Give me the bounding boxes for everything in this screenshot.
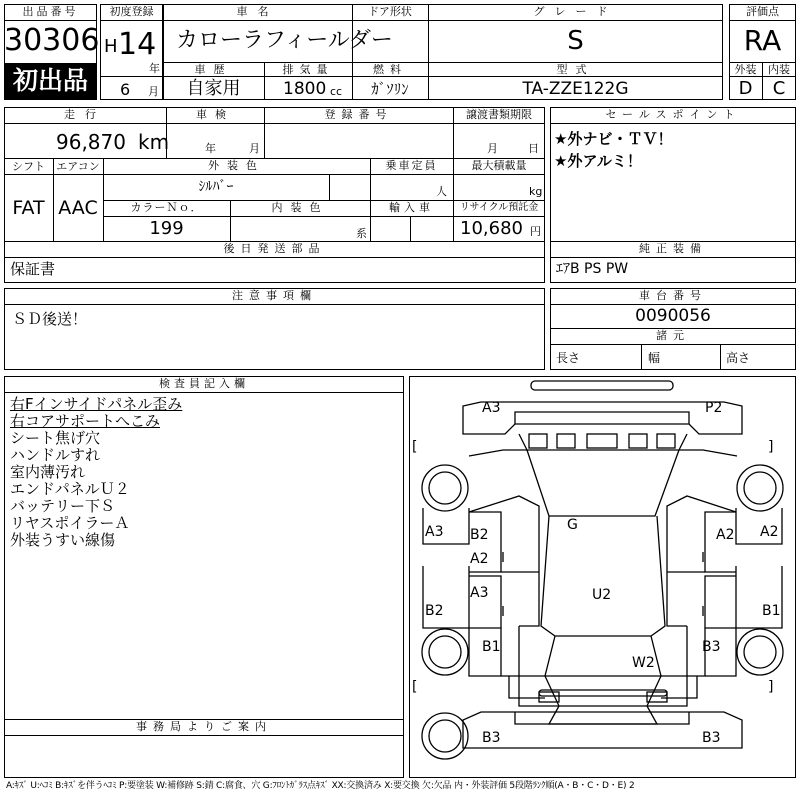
mileage: 96,870	[56, 130, 126, 154]
sales-point-2: ★外アルミ！	[554, 152, 642, 170]
color-number: 199	[149, 218, 184, 239]
mark-center-w2: W2	[632, 655, 655, 671]
mark-center-g: G	[567, 517, 578, 533]
interior-label: 内装	[768, 63, 790, 76]
month-unit: 月	[148, 85, 159, 98]
inspector-item: 外装うすい線傷	[10, 531, 116, 549]
mark-top-left: A3	[482, 400, 501, 416]
fuel: ｶﾞｿﾘﾝ	[371, 80, 409, 98]
mark-left-1: A3	[425, 524, 444, 540]
mark-left-b2: B2	[470, 527, 489, 543]
notes-label: 注意事項欄	[232, 289, 317, 302]
later-parts-label: 後日発送部品	[223, 242, 326, 255]
color-number-label: カラーＮｏ．	[130, 201, 203, 214]
inspector-item: 右Fインサイドパネル歪み	[10, 395, 183, 413]
later-parts: 保証書	[10, 260, 56, 278]
car-diagram	[409, 376, 796, 778]
mileage-unit: km	[138, 130, 170, 154]
era: H	[104, 36, 118, 57]
fuel-label: 燃料	[373, 63, 407, 76]
chassis-number: 0090056	[635, 306, 711, 326]
model-label: 型式	[556, 63, 595, 76]
score: RA	[743, 24, 782, 57]
import-label: 輸入車	[389, 201, 434, 214]
mark-right-b1: B1	[762, 603, 781, 619]
grade: S	[567, 26, 584, 56]
mark-bottom-right: B3	[702, 730, 721, 746]
capacity-label: 乗車定員	[385, 159, 438, 172]
mark-bracket-open-rear: [	[412, 679, 418, 695]
sales-point-1: ★外ナビ・ＴＶ！	[554, 130, 673, 148]
aircon: AAC	[58, 197, 98, 219]
shift-label: シフト	[12, 160, 45, 173]
inspection-year-unit: 年	[205, 142, 216, 155]
mark-bracket-close-front: ]	[768, 439, 774, 455]
mark-top-right: P2	[705, 400, 723, 416]
inspector-list	[10, 396, 182, 549]
mark-left-b1: B1	[482, 639, 501, 655]
mark-left-2: B2	[425, 603, 444, 619]
mark-right-a2-door: A2	[716, 527, 735, 543]
shift: FAT	[12, 197, 45, 219]
inspector-label: 検査員記入欄	[159, 377, 249, 390]
interior-color-unit: 系	[356, 227, 367, 240]
score-label: 評価点	[746, 5, 779, 18]
inspector-item: シート焦げ穴	[10, 429, 101, 447]
width-label: 幅	[648, 351, 661, 365]
inspector-item: ハンドルすれ	[10, 446, 101, 464]
door-type-label: ドア形状	[368, 5, 412, 18]
displacement: 1800	[283, 79, 327, 99]
equipment-label: 純正装備	[639, 242, 707, 255]
chassis-number-label: 車台番号	[639, 289, 707, 302]
inspector-item: 室内薄汚れ	[10, 463, 86, 481]
grade-label: グレード	[533, 5, 618, 18]
equipment: ｴｱB PS PW	[556, 261, 629, 277]
mark-left-a3: A3	[470, 585, 489, 601]
year-unit: 年	[149, 62, 160, 75]
sales-points-box	[550, 107, 796, 242]
legend: A:ｷｽﾞ U:ﾍｺﾐ B:ｷｽﾞを伴うﾍｺﾐ P:要塗装 W:補修跡 S:錆 C:腐食、穴 G:ﾌﾛﾝﾄｶﾞﾗｽ点ｷｽﾞ XX:交換済み X:要交換 欠:欠品 内・外装評価 5段階ﾗﾝｸ順(A・B・C・D・E) 2	[6, 781, 635, 791]
inspector-item: リヤスポイラーＡ	[10, 514, 130, 532]
inspection-month-unit: 月	[249, 142, 260, 155]
displacement-label: 排気量	[282, 63, 334, 76]
inspector-item: エンドパネルＵ２	[10, 480, 130, 498]
registration-number-label: 登録番号	[324, 108, 393, 121]
interior-grade: C	[772, 78, 786, 99]
transfer-deadline-label: 譲渡書類期限	[466, 108, 532, 121]
first-listing-label: 初出品	[12, 66, 88, 95]
exterior-grade: D	[738, 78, 753, 99]
mileage-label: 走行	[64, 108, 106, 121]
height-label: 高さ	[726, 351, 751, 365]
car-name: カローラフィールダー	[176, 28, 393, 53]
mark-right-a2: A2	[760, 524, 779, 540]
mark-bottom-left: B3	[482, 730, 501, 746]
exterior-color: ｼﾙﾊﾞｰ	[198, 179, 234, 195]
mark-center-u2: U2	[592, 587, 612, 603]
transfer-month-unit: 月	[487, 142, 498, 155]
recycle-label: リサイクル預託金	[459, 202, 539, 213]
max-load-unit: kg	[529, 185, 543, 198]
transfer-day-unit: 日	[528, 142, 539, 155]
exterior-color-label: 外装色	[208, 159, 265, 172]
max-load-label: 最大積載量	[471, 159, 527, 172]
mark-bracket-open-front: [	[412, 439, 418, 455]
car-name-label: 車名	[236, 5, 279, 18]
mark-right-b3: B3	[702, 639, 721, 655]
history: 自家用	[186, 78, 241, 99]
interior-color-label: 内装色	[271, 201, 329, 214]
exterior-label: 外装	[734, 63, 757, 76]
lot-number: 30306	[4, 23, 100, 58]
registration-month: 6	[120, 80, 131, 99]
inspection-label: 車検	[196, 108, 234, 121]
recycle-unit: 円	[530, 225, 541, 238]
sales-points-label: セールスポイント	[605, 108, 741, 121]
mark-bracket-close-rear: ]	[768, 679, 774, 695]
displacement-unit: cc	[330, 85, 343, 98]
history-label: 車歴	[194, 63, 233, 76]
length-label: 長さ	[556, 351, 581, 365]
specs-label: 諸元	[656, 329, 690, 342]
inspector-item: 右コアサポートへこみ	[10, 412, 161, 430]
lot-number-label: 出品番号	[22, 5, 79, 18]
notes: ＳＤ後送！	[12, 310, 88, 328]
model-code: TA-ZZE122G	[522, 79, 629, 99]
recycle-fee: 10,680	[460, 218, 523, 239]
aircon-label: エアコン	[56, 160, 100, 173]
capacity-unit: 人	[436, 185, 447, 198]
first-registration-label: 初度登録	[109, 5, 154, 18]
office-label: 事務局よりご案内	[136, 720, 272, 733]
registration-year: 14	[118, 27, 157, 62]
inspector-item: バッテリー下Ｓ	[10, 497, 116, 515]
mark-left-a2: A2	[470, 551, 489, 567]
